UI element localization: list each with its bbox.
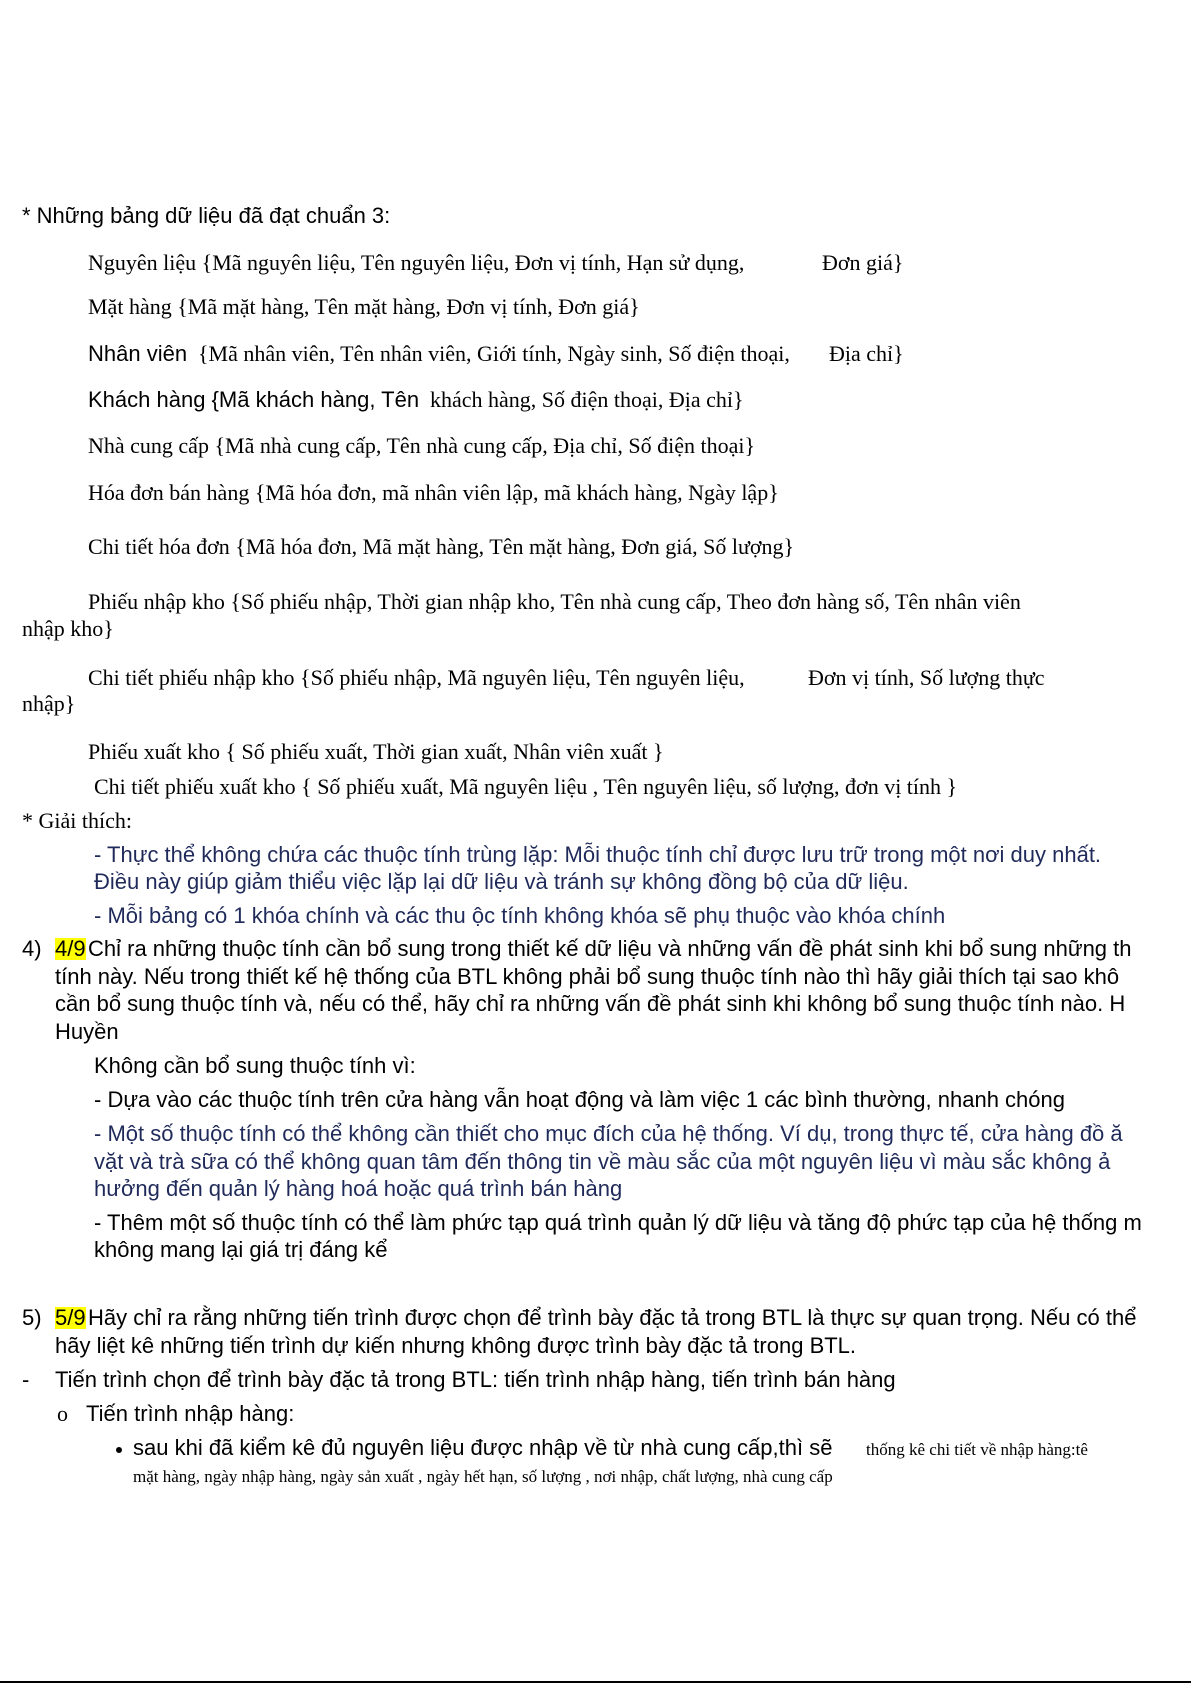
explain-line-3: - Mỗi bảng có 1 khóa chính và các thu ộc tính không khóa sẽ phụ thuộc vào khóa chính <box>94 903 946 928</box>
table-chi-tiet-hoa-don: Chi tiết hóa đơn {Mã hóa đơn, Mã mặt hàng, Tên mặt hàng, Đơn giá, Số lượng} <box>88 534 795 559</box>
q4-answer-2c: hưởng đến quản lý hàng hoá hoặc quá trình bán hàng <box>94 1176 623 1201</box>
q5-tag: 5/9 <box>55 1305 86 1330</box>
q4-line-1: Chỉ ra những thuộc tính cần bổ sung trong thiết kế dữ liệu và những vấn đề phát sinh khi bổ sung những th <box>88 936 1132 961</box>
bullet-icon <box>116 1447 122 1453</box>
table-phieu-xuat-kho: Phiếu xuất kho { Số phiếu xuất, Thời gian xuất, Nhân viên xuất } <box>88 739 664 764</box>
table-nguyen-lieu: Nguyên liệu {Mã nguyên liệu, Tên nguyên liệu, Đơn vị tính, Hạn sử dụng, <box>88 250 745 275</box>
table-khach-hang-name: Khách hàng {Mã khách hàng, Tên <box>88 387 420 412</box>
q5-sub-marker: o <box>57 1401 68 1426</box>
q4-answer-2: - Một số thuộc tính có thể không cần thiết cho mục đích của hệ thống. Ví dụ, trong thực tế, cửa hàng đồ ă <box>94 1121 1123 1146</box>
table-nguyen-lieu-tail: Đơn giá} <box>822 250 904 275</box>
q5-bullet-line-2: mặt hàng, ngày nhập hàng, ngày sản xuất , ngày hết hạn, số lượng , nơi nhập, chất lượng, nhà cung cấp <box>133 1467 833 1486</box>
q4-answer-intro: Không cần bổ sung thuộc tính vì: <box>94 1053 416 1078</box>
explain-line-2: Điều này giúp giảm thiểu việc lặp lại dữ liệu và tránh sự không đồng bộ của dữ liệu. <box>94 869 909 894</box>
q4-tag: 4/9 <box>55 936 86 961</box>
table-chi-tiet-phieu-nhap: Chi tiết phiếu nhập kho {Số phiếu nhập, Mã nguyên liệu, Tên nguyên liệu, <box>88 665 745 690</box>
q4-line-3: cần bổ sung thuộc tính và, nếu có thể, hãy chỉ ra những vấn đề phát sinh khi không bổ sung thuộc tính nào. H <box>55 991 1126 1016</box>
q5-line-2: hãy liệt kê những tiến trình dự kiến nhưng không được trình bày đặc tả trong BTL. <box>55 1333 857 1358</box>
q4-answer-3b: không mang lại giá trị đáng kể <box>94 1237 388 1262</box>
section-heading: * Những bảng dữ liệu đã đạt chuẩn 3: <box>22 203 391 228</box>
q4-answer-3: - Thêm một số thuộc tính có thể làm phức tạp quá trình quản lý dữ liệu và tăng độ phức tạp của hệ thống m <box>94 1210 1142 1235</box>
q4-number: 4) <box>22 936 42 961</box>
table-chi-tiet-phieu-nhap-wrap: nhập} <box>22 691 76 716</box>
table-nha-cung-cap: Nhà cung cấp {Mã nhà cung cấp, Tên nhà cung cấp, Địa chỉ, Số điện thoại} <box>88 433 756 458</box>
explain-line-1: - Thực thể không chứa các thuộc tính trùng lặp: Mỗi thuộc tính chỉ được lưu trữ trong một nơi duy nhất. <box>94 842 1102 867</box>
table-nhan-vien-name: Nhân viên <box>88 341 188 366</box>
q5-chosen: Tiến trình chọn để trình bày đặc tả trong BTL: tiến trình nhập hàng, tiến trình bán hàng <box>55 1367 896 1392</box>
table-nhan-vien-tail: Địa chỉ} <box>829 341 904 366</box>
q5-number: 5) <box>22 1305 42 1330</box>
table-hoa-don: Hóa đơn bán hàng {Mã hóa đơn, mã nhân viên lập, mã khách hàng, Ngày lập} <box>88 480 779 505</box>
table-chi-tiet-phieu-nhap-tail: Đơn vị tính, Số lượng thực <box>808 665 1045 690</box>
table-mat-hang: Mặt hàng {Mã mặt hàng, Tên mặt hàng, Đơn vị tính, Đơn giá} <box>88 294 640 319</box>
table-chi-tiet-phieu-xuat: Chi tiết phiếu xuất kho { Số phiếu xuất, Mã nguyên liệu , Tên nguyên liệu, số lượng, đơn vị tính } <box>94 774 958 799</box>
q4-answer-1: - Dựa vào các thuộc tính trên cửa hàng vẫn hoạt động và làm việc 1 các bình thường, nhanh chóng <box>94 1087 1065 1112</box>
table-nhan-vien-fields: {Mã nhân viên, Tên nhân viên, Giới tính, Ngày sinh, Số điện thoại, <box>198 341 790 366</box>
page-bottom-rule <box>0 1681 1191 1683</box>
q5-sub-heading: Tiến trình nhập hàng: <box>86 1401 295 1426</box>
q4-line-2: tính này. Nếu trong thiết kế hệ thống của BTL không phải bổ sung thuộc tính nào thì hãy giải thích tại sao khô <box>55 964 1120 989</box>
q5-bullet-line-1-tail: thống kê chi tiết về nhập hàng:tê <box>866 1440 1088 1459</box>
q4-line-4: Huyền <box>55 1019 119 1044</box>
q5-dash: - <box>22 1367 30 1392</box>
q4-answer-2b: vặt và trà sữa có thể không quan tâm đến thông tin về màu sắc của một nguyên liệu vì màu sắc không ả <box>94 1149 1111 1174</box>
table-phieu-nhap-kho: Phiếu nhập kho {Số phiếu nhập, Thời gian nhập kho, Tên nhà cung cấp, Theo đơn hàng số, Tên nhân viên <box>88 589 1021 614</box>
table-khach-hang-fields: khách hàng, Số điện thoại, Địa chỉ} <box>430 387 744 412</box>
explain-heading: * Giải thích: <box>22 808 132 833</box>
table-phieu-nhap-kho-wrap: nhập kho} <box>22 616 114 641</box>
q5-bullet-line-1: sau khi đã kiểm kê đủ nguyên liệu được nhập về từ nhà cung cấp,thì sẽ <box>133 1435 833 1460</box>
q5-line-1: Hãy chỉ ra rằng những tiến trình được chọn để trình bày đặc tả trong BTL là thực sự quan trọng. Nếu có thể <box>88 1305 1137 1330</box>
